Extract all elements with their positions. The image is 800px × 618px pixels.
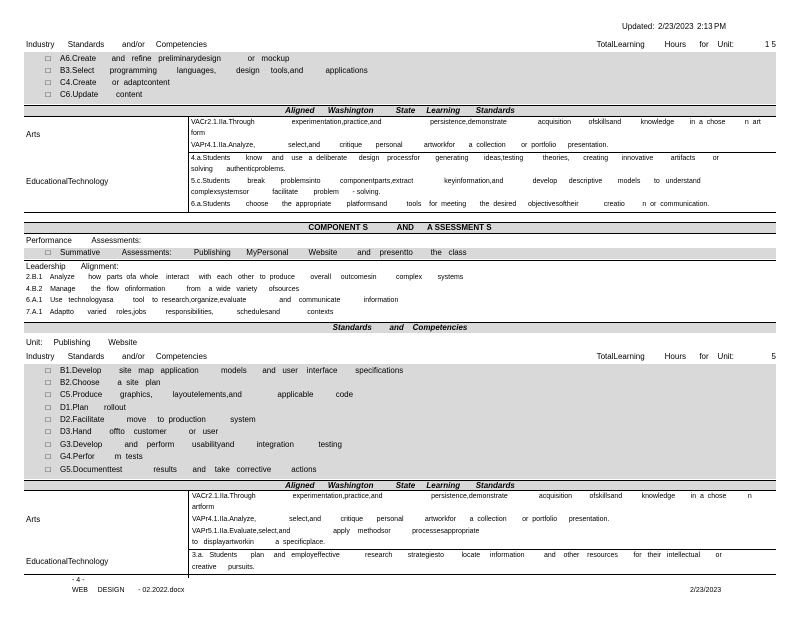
list-item: □ B1.Develop site map application models and user interface specifications	[45, 366, 404, 375]
checkbox-icon: □	[45, 427, 51, 436]
arts-standard-line: form	[191, 130, 205, 137]
section2-items	[24, 364, 776, 479]
list-item: □ C6.Update content	[45, 90, 143, 99]
page-number: - 4 -	[72, 577, 85, 584]
section1-header	[24, 40, 776, 51]
performance-items	[24, 248, 776, 259]
edtech-standard-line: 5.c.Students break problemsinto componentparts,extract keyinformation,and develop descriptive models to understand	[191, 178, 701, 185]
leadership-line: 6.A.1 Use technologyasa tool to research,organize,evaluate and communicate information	[26, 297, 399, 304]
table-divider	[188, 490, 189, 578]
table-rule	[24, 574, 776, 575]
leadership-alignment-label: Leadership Alignment:	[26, 262, 119, 271]
aligned-standards-band: Aligned Washington State Learning Standards	[24, 105, 776, 116]
edtech-standard-line: 4.a.Students know and use a deliberate design processfor generating ideas,testing theories, creating innovative artifacts or	[191, 155, 719, 162]
arts-standard-line: VACr2.1.IIa.Through experimentation,practice,and persistence,demonstrate acquisition ofskillsand knowledge in a chose n	[192, 493, 752, 500]
edtech-standard-line: 6.a.Students choose the appropriate platformsand tools for meeting the desired objectivesoftheir creatio n or communication.	[191, 201, 710, 208]
arts-label: Arts	[26, 130, 41, 139]
checkbox-icon: □	[45, 415, 51, 424]
list-item: □ G5.Documenttest results and take corrective actions	[45, 465, 317, 474]
edtech-label: EducationalTechnology	[26, 557, 109, 566]
edtech-standard-line: 3.a. Students plan and employeffective research strategiesto locate information and other resources for their intellectual or	[192, 552, 722, 559]
industry-standards-label: Industry Standards and/or Competencies	[26, 40, 207, 49]
table-rule	[24, 212, 776, 213]
unit-title: Unit: Publishing Website	[26, 338, 138, 347]
total-hours-value: 1 5	[764, 40, 776, 49]
checkbox-icon: □	[45, 390, 51, 399]
arts-label: Arts	[26, 515, 41, 524]
footer-filename: WEB DESIGN - 02.2022.docx	[72, 587, 185, 594]
components-assessments-band: COMPONENT S AND A SSESSMENT S	[24, 222, 776, 233]
table-rule	[188, 152, 776, 153]
list-item: □ Summative Assessments: Publishing MyPersonal Website and presentto the class	[45, 248, 467, 257]
list-item: □ G3.Develop and perform usabilityand integration testing	[45, 440, 342, 449]
footer-date: 2/23/2023	[690, 587, 722, 594]
list-item: □ B3.Select programming languages, design tools,and applications	[45, 66, 368, 75]
edtech-standard-line: solving authenticproblems.	[191, 166, 286, 173]
checkbox-icon: □	[45, 465, 51, 474]
table-divider	[188, 116, 189, 212]
section2-header	[24, 352, 776, 363]
leadership-line: 7.A.1 Adaptto varied roles,jobs responsibilities, schedulesand contexts	[26, 309, 334, 316]
arts-standard-line: VAPr4.1.IIa.Analyze, select,and critique personal artworkfor a collection or portfolio presentation.	[192, 516, 610, 523]
performance-assessments-label: Performance Assessments:	[26, 236, 142, 245]
updated-ampm: PM	[714, 22, 726, 31]
checkbox-icon: □	[45, 66, 51, 75]
total-hours-label: TotalLearning Hours for Unit:	[596, 40, 734, 49]
arts-standard-line: VAPr4.1.IIa.Analyze, select,and critique personal artworkfor a collection or portfolio presentation.	[191, 142, 609, 149]
table-rule	[188, 549, 776, 550]
list-item: □ D1.Plan rollout	[45, 403, 126, 412]
updated-date: 2/23/2023	[658, 22, 694, 31]
table-rule	[24, 116, 776, 117]
updated-label: Updated:	[622, 22, 655, 31]
arts-standard-line: VACr2.1.IIa.Through experimentation,practice,and persistence,demonstrate acquisition ofskillsand knowledge in a chose n art	[191, 119, 761, 126]
table-rule	[24, 233, 776, 234]
checkbox-icon: □	[45, 90, 51, 99]
list-item: □ B2.Choose a site plan	[45, 378, 161, 387]
arts-standard-line: to displayartworkin a specificplace.	[192, 539, 326, 546]
standards-competencies-band: Standards and Competencies	[24, 322, 776, 333]
leadership-line: 2.B.1 Analyze how parts ofa whole interact with each other to produce overall outcomesin complex systems	[26, 274, 464, 281]
checkbox-icon: □	[45, 440, 51, 449]
checkbox-icon: □	[45, 378, 51, 387]
arts-standard-line: artform	[192, 504, 215, 511]
section1-items	[24, 52, 776, 104]
list-item: □ A6.Create and refine preliminarydesign or mockup	[45, 54, 290, 63]
updated-time: 2:13	[697, 22, 713, 31]
edtech-label: EducationalTechnology	[26, 177, 109, 186]
list-item: □ D3.Hand offto customer or user	[45, 427, 219, 436]
list-item: □ D2.Facilitate move to production system	[45, 415, 256, 424]
edtech-standard-line: complexsystemsor facilitate problem - solving.	[191, 189, 381, 196]
list-item: □ G4.Perfor m tests	[45, 452, 143, 461]
edtech-standard-line: creative pursuits.	[192, 564, 255, 571]
list-item: □ C5.Produce graphics, layoutelements,and applicable code	[45, 390, 354, 399]
list-item: □ C4.Create or adaptcontent	[45, 78, 170, 87]
checkbox-icon: □	[45, 54, 51, 63]
total-hours-value: 5	[771, 352, 776, 361]
leadership-line: 4.B.2 Manage the flow ofinformation from a wide variety ofsources	[26, 286, 300, 293]
checkbox-icon: □	[45, 403, 51, 412]
checkbox-icon: □	[45, 78, 51, 87]
arts-standard-line: VAPr5.1.IIa.Evaluate,select,and apply methodsor processesappropriate	[192, 528, 480, 535]
table-rule	[24, 490, 776, 491]
checkbox-icon: □	[45, 452, 51, 461]
industry-standards-label: Industry Standards and/or Competencies	[26, 352, 207, 361]
total-hours-label: TotalLearning Hours for Unit:	[596, 352, 734, 361]
checkbox-icon: □	[45, 248, 51, 257]
table-rule	[24, 260, 776, 261]
checkbox-icon: □	[45, 366, 51, 375]
aligned-standards-band: Aligned Washington State Learning Standards	[24, 480, 776, 491]
